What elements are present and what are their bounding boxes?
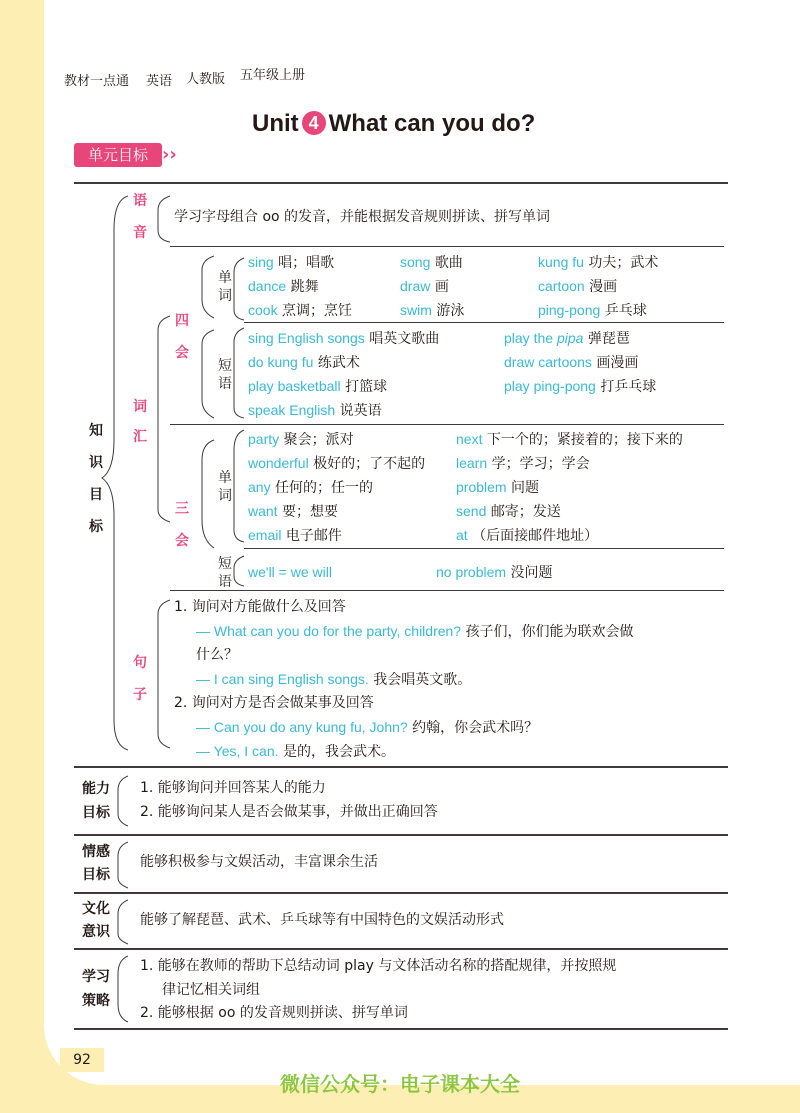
sentence-line: 什么？ bbox=[196, 647, 238, 663]
sentences-label-1: 句 bbox=[133, 655, 147, 671]
word-entry: ping-pong 乒乓球 bbox=[538, 302, 647, 319]
word-entry: wonderful 极好的；了不起的 bbox=[248, 455, 426, 472]
unit-number-badge: 4 bbox=[302, 111, 326, 135]
word-entry: kung fu 功夫；武术 bbox=[538, 254, 659, 271]
phrases-label-1: 短 bbox=[218, 556, 232, 572]
phrase-entry: no problem 没问题 bbox=[436, 564, 553, 581]
page-number: 92 bbox=[60, 1048, 104, 1072]
unit-title-text: What can you do? bbox=[328, 110, 536, 137]
word-entry: email 电子邮件 bbox=[248, 527, 342, 544]
phrase-entry: play ping-pong 打乒乓球 bbox=[504, 378, 657, 395]
phonics-label-2: 音 bbox=[133, 225, 147, 241]
phrase-entry: we'll = we will bbox=[248, 564, 332, 580]
phrases-label-2: 语 bbox=[218, 574, 232, 590]
four-skills-label-2: 会 bbox=[175, 345, 189, 361]
four-skills-label-1: 四 bbox=[175, 313, 189, 329]
culture-label-1: 文化 bbox=[82, 901, 110, 917]
strategy-item: 1. 能够在教师的帮助下总结动词 play 与文体活动名称的搭配规律，并按照规 bbox=[140, 958, 617, 974]
ability-label-1: 能力 bbox=[82, 781, 110, 797]
strategy-label-2: 策略 bbox=[82, 993, 110, 1009]
word-entry: cook 烹调；烹饪 bbox=[248, 302, 353, 319]
culture-text: 能够了解琵琶、武术、乒乓球等有中国特色的文娱活动形式 bbox=[140, 912, 504, 928]
strategy-label-1: 学习 bbox=[82, 969, 110, 985]
watermark: 微信公众号：电子课本大全 bbox=[280, 1072, 520, 1096]
words-label-2: 词 bbox=[218, 288, 232, 304]
word-entry: send 邮寄；发送 bbox=[456, 503, 561, 520]
word-entry: problem 问题 bbox=[456, 479, 540, 496]
words-label-1: 单 bbox=[218, 270, 232, 286]
ability-label-2: 目标 bbox=[82, 805, 110, 821]
emotion-label-1: 情感 bbox=[82, 844, 110, 860]
words-label-1: 单 bbox=[218, 470, 232, 486]
emotion-text: 能够积极参与文娱活动，丰富课余生活 bbox=[140, 854, 378, 870]
phrases-label-1: 短 bbox=[218, 358, 232, 374]
three-skills-label-1: 三 bbox=[175, 501, 189, 517]
knowledge-label-1: 知 bbox=[89, 423, 103, 439]
ability-item: 2. 能够询问某人是否会做某事，并做出正确回答 bbox=[140, 804, 438, 820]
word-entry: swim 游泳 bbox=[400, 302, 465, 319]
word-entry: dance 跳舞 bbox=[248, 278, 319, 295]
strategy-item: 2. 能够根据 oo 的发音规则拼读、拼写单词 bbox=[140, 1005, 408, 1021]
phrase-entry: draw cartoons 画漫画 bbox=[504, 354, 639, 371]
phrase-entry: sing English songs 唱英文歌曲 bbox=[248, 330, 440, 347]
knowledge-label-2: 识 bbox=[89, 455, 103, 471]
strategy-item: 律记忆相关词组 bbox=[162, 982, 260, 998]
phrase-entry: speak English 说英语 bbox=[248, 402, 382, 419]
sentence-line: — Can you do any kung fu, John? 约翰，你会武术吗？ bbox=[196, 719, 539, 736]
word-entry: learn 学；学习；学会 bbox=[456, 455, 590, 472]
word-entry: party 聚会；派对 bbox=[248, 431, 354, 448]
ability-item: 1. 能够询问并回答某人的能力 bbox=[140, 780, 326, 796]
section-badge: 单元目标 bbox=[74, 143, 162, 167]
vocab-label-1: 词 bbox=[133, 399, 147, 415]
sentence-heading: 2. 询问对方是否会做某事及回答 bbox=[174, 695, 374, 711]
word-entry: draw 画 bbox=[400, 278, 449, 295]
knowledge-label-3: 目 bbox=[89, 487, 103, 503]
phrase-entry: play basketball 打篮球 bbox=[248, 378, 388, 395]
sentence-line: — What can you do for the party, children? 孩子们，你们能为联欢会做 bbox=[196, 623, 634, 640]
sentence-line: — Yes, I can. 是的，我会武术。 bbox=[196, 743, 395, 760]
phrase-entry: play the pipa 弹琵琶 bbox=[504, 330, 630, 347]
sentence-heading: 1. 询问对方能做什么及回答 bbox=[174, 599, 346, 615]
word-entry: cartoon 漫画 bbox=[538, 278, 618, 295]
word-entry: any 任何的；任一的 bbox=[248, 479, 374, 496]
unit-prefix: Unit bbox=[252, 110, 299, 137]
book-name: 教材一点通 bbox=[64, 74, 130, 89]
sentences-label-2: 子 bbox=[133, 687, 147, 703]
word-entry: want 要；想要 bbox=[248, 503, 339, 520]
word-entry: at （后面接邮件地址） bbox=[456, 527, 599, 544]
emotion-label-2: 目标 bbox=[82, 867, 110, 883]
chevron-right-icon: ›› bbox=[162, 144, 177, 165]
phrase-entry: do kung fu 练武术 bbox=[248, 354, 360, 371]
word-entry: next 下一个的；紧接着的；接下来的 bbox=[456, 431, 683, 448]
vocab-label-2: 汇 bbox=[133, 429, 147, 445]
word-entry: song 歌曲 bbox=[400, 254, 463, 271]
phrases-label-2: 语 bbox=[218, 376, 232, 392]
knowledge-label-4: 标 bbox=[89, 519, 103, 535]
phonics-label-1: 语 bbox=[133, 193, 147, 209]
edition: 人教版 bbox=[186, 72, 226, 87]
word-entry: sing 唱；唱歌 bbox=[248, 254, 335, 271]
three-skills-label-2: 会 bbox=[175, 533, 189, 549]
phonics-text: 学习字母组合 oo 的发音，并能根据发音规则拼读、拼写单词 bbox=[174, 209, 551, 225]
sentence-line: — I can sing English songs. 我会唱英文歌。 bbox=[196, 671, 472, 688]
subject: 英语 bbox=[146, 74, 173, 89]
culture-label-2: 意识 bbox=[82, 924, 110, 940]
grade: 五年级上册 bbox=[240, 68, 306, 83]
words-label-2: 词 bbox=[218, 488, 232, 504]
